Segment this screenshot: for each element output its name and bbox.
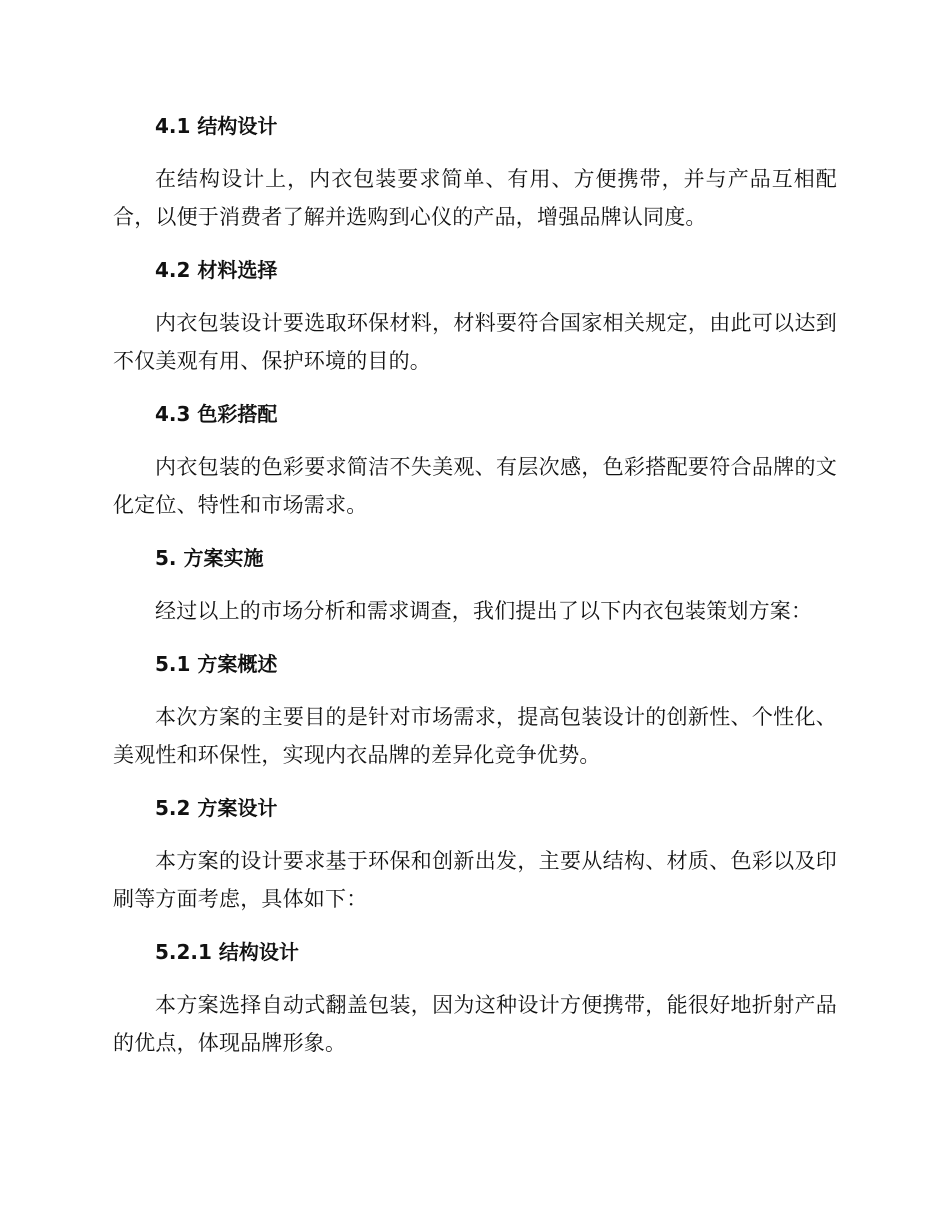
paragraph-structure-plan: 本方案选择自动式翻盖包装，因为这种设计方便携带，能很好地折射产品的优点，体现品牌形象。 <box>113 993 837 1055</box>
heading-4-2: 4.2 材料选择 <box>155 258 278 282</box>
heading-5: 5. 方案实施 <box>155 546 264 570</box>
paragraph-implementation: 经过以上的市场分析和需求调查，我们提出了以下内衣包装策划方案： <box>155 599 813 623</box>
heading-5-2-1: 5.2.1 结构设计 <box>155 940 299 964</box>
paragraph-overview: 本次方案的主要目的是针对市场需求，提高包装设计的创新性、个性化、美观性和环保性，实现内衣品牌的差异化竞争优势。 <box>113 705 837 767</box>
paragraph-material-selection: 内衣包装设计要选取环保材料，材料要符合国家相关规定，由此可以达到不仅美观有用、保护环境的目的。 <box>113 311 837 373</box>
heading-5-2: 5.2 方案设计 <box>155 796 278 820</box>
heading-4-3: 4.3 色彩搭配 <box>155 402 278 426</box>
heading-4-1: 4.1 结构设计 <box>155 114 278 138</box>
heading-5-1: 5.1 方案概述 <box>155 652 278 676</box>
paragraph-color-matching: 内衣包装的色彩要求简洁不失美观、有层次感，色彩搭配要符合品牌的文化定位、特性和市场需求。 <box>113 455 837 517</box>
paragraph-structure-design: 在结构设计上，内衣包装要求简单、有用、方便携带，并与产品互相配合，以便于消费者了解并选购到心仪的产品，增强品牌认同度。 <box>113 167 837 229</box>
paragraph-plan-design: 本方案的设计要求基于环保和创新出发，主要从结构、材质、色彩以及印刷等方面考虑，具体如下： <box>113 849 837 911</box>
